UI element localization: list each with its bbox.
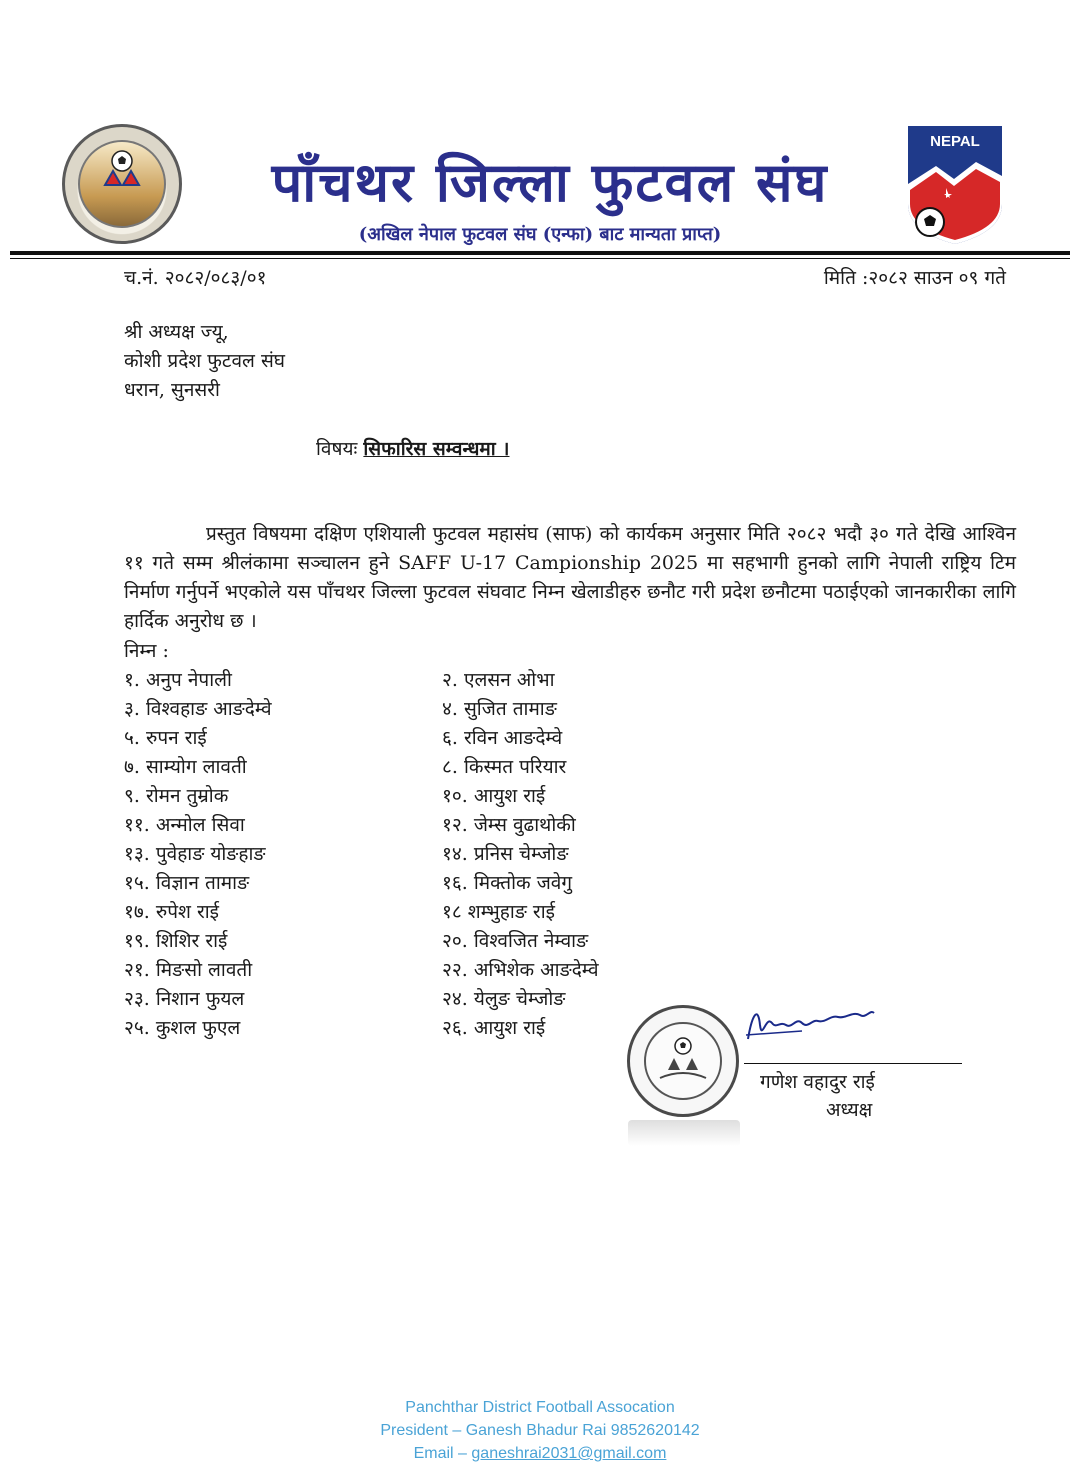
football-icon <box>65 127 179 241</box>
list-item: २२. अभिशेक आङदेम्वे <box>442 959 599 981</box>
list-item: २४. येलुङ चेम्जोङ <box>442 988 566 1010</box>
signature-icon <box>742 995 892 1055</box>
association-logo <box>62 124 182 244</box>
list-item: १९. शिशिर राई <box>124 930 228 952</box>
recipient-line: धरान, सुनसरी <box>124 379 220 401</box>
list-item: १४. प्रनिस चेम्जोङ <box>442 843 569 865</box>
stamp-shadow <box>628 1120 740 1146</box>
footer-president: President – Ganesh Bhadur Rai 9852620142 <box>380 1422 700 1439</box>
recipient-address <box>124 318 285 405</box>
list-item: १६. मिक्तोक जवेगु <box>442 872 573 894</box>
organization-subtitle: (अखिल नेपाल फुटवल संघ (एन्फा) बाट मान्यता प्राप्त) <box>358 224 722 245</box>
organization-title: पाँचथर जिल्ला फुटवल संघ <box>271 150 829 214</box>
list-item: ६. रविन आङदेम्वे <box>442 727 563 749</box>
list-item: ११. अन्मोल सिवा <box>124 814 245 836</box>
nepal-logo-text: NEPAL <box>930 133 980 150</box>
list-item: १. अनुप नेपाली <box>124 669 232 691</box>
footer-email-label: Email – <box>413 1445 472 1462</box>
list-item: २५. कुशल फुएल <box>124 1017 241 1039</box>
header-divider-thin <box>10 258 1070 259</box>
list-item: ८. किस्मत परियार <box>442 756 567 778</box>
list-item: १०. आयुश राई <box>442 785 546 807</box>
letter-date: मिति :२०८२ साउन ०९ गते <box>823 267 1006 289</box>
stamp-football-icon <box>630 1008 736 1114</box>
reference-number: च.नं. २०८२/०८३/०१ <box>124 267 267 289</box>
subject-label: विषयः <box>316 438 358 460</box>
recipient-line: श्री अध्यक्ष ज्यू, <box>124 321 229 343</box>
list-item: १५. विज्ञान तामाङ <box>124 872 250 894</box>
list-item: ४. सुजित तामाङ <box>442 698 557 720</box>
official-stamp <box>627 1005 739 1117</box>
list-item: ९. रोमन तुम्रोक <box>124 785 229 807</box>
footer <box>0 1396 1080 1465</box>
signatory-name: गणेश वहादुर राई <box>760 1071 875 1093</box>
signature-line <box>744 1063 962 1064</box>
recipient-line: कोशी प्रदेश फुटवल संघ <box>124 350 286 372</box>
list-item: १७. रुपेश राई <box>124 901 219 923</box>
footer-email-link[interactable]: ganeshrai2031@gmail.com <box>471 1445 667 1462</box>
list-heading: निम्न : <box>124 640 169 662</box>
list-item: २. एलसन ओभा <box>442 669 555 691</box>
footer-email-row <box>0 1442 1080 1465</box>
header-divider <box>10 251 1070 255</box>
nepal-football-logo <box>906 124 1004 246</box>
body-paragraph: प्रस्तुत विषयमा दक्षिण एशियाली फुटवल महासंघ (साफ) को कार्यकम अनुसार मिति २०८२ भदौ ३० गते देखि आश्विन ११ गते सम्म श्रीलंकामा सञ्चालन हुने SAFF U-17 Campionship 2025 मा सहभागी हुनको लागि नेपाली राष्ट्रिय टिम निर्माण गर्नुपर्ने भएकोले यस पाँचथर जिल्ला फुटवल संघवाट निम्न खेलाडीहरु छनौट गरी प्रदेश छनौटमा पठाईएको जानकारीका लागि हार्दिक अनुरोध छ । <box>124 523 1016 632</box>
subject-line <box>316 435 510 464</box>
footer-organization: Panchthar District Football Assocation <box>405 1399 675 1416</box>
list-item: ५. रुपन राई <box>124 727 207 749</box>
player-list-left <box>124 666 272 1043</box>
list-item: २१. मिङसो लावती <box>124 959 253 981</box>
letter-body <box>124 520 1016 636</box>
signatory-title: अध्यक्ष <box>826 1099 873 1121</box>
list-item: १८ शम्भुहाङ राई <box>442 901 555 923</box>
list-item: ७. साम्योग लावती <box>124 756 247 778</box>
list-item: ३. विश्वहाङ आङदेम्वे <box>124 698 272 720</box>
list-item: २६. आयुश राई <box>442 1017 546 1039</box>
player-list-right <box>442 666 599 1043</box>
list-item: २३. निशान फुयल <box>124 988 245 1010</box>
list-item: १३. पुवेहाङ योङहाङ <box>124 843 266 865</box>
subject-value: सिफारिस सम्वन्धमा । <box>363 438 510 460</box>
list-item: १२. जेम्स वुढाथोकी <box>442 814 576 836</box>
list-item: २०. विश्वजित नेम्वाङ <box>442 930 589 952</box>
